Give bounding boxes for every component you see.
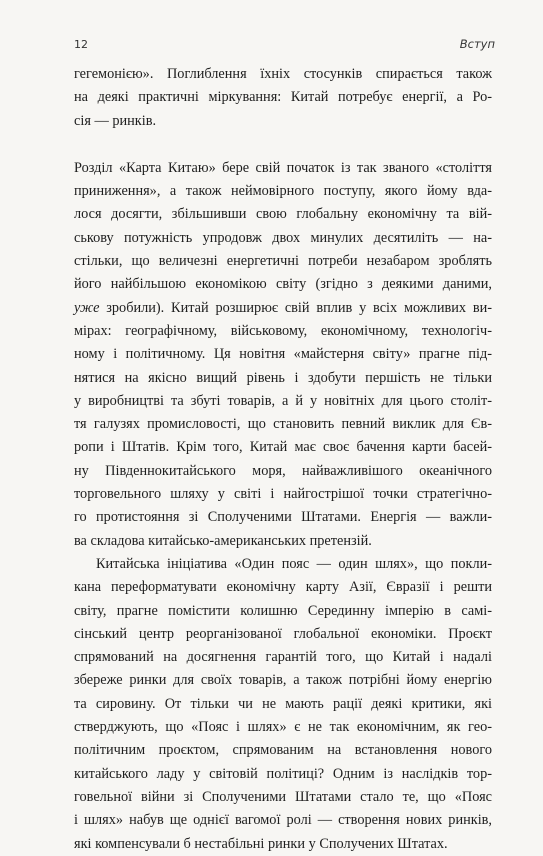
text-line bbox=[74, 297, 492, 320]
text-run: зробили). Китай розширює свій вплив у всіх можливих ви- bbox=[99, 299, 492, 316]
text-line: приниження», а також неймовірного поступу, якого йому вда- bbox=[74, 183, 492, 200]
text-line: ному і політичному. Ця новітня «майстерня світу» прагне під- bbox=[74, 346, 492, 363]
text-line: гегемонією». Поглиблення їхніх стосунків спирається також bbox=[74, 66, 492, 82]
emphasis-text: уже bbox=[74, 299, 100, 316]
text-line: сінський центр реорганізованої глобальної економіки. Проєкт bbox=[74, 625, 492, 642]
text-line: кана переформатувати економічну карту Азії, Євразії і решти bbox=[74, 579, 492, 596]
text-line: мірах: географічному, військовому, економічному, технологіч- bbox=[74, 322, 492, 339]
text-line: на деякі практичні міркування: Китай потребує енергії, а Ро- bbox=[74, 89, 492, 106]
text-line: у виробництві та збуті товарів, а й у новітніх для цього століт- bbox=[74, 392, 492, 409]
text-line: китайського ладу у світовій політиці? Одним із наслідків тор- bbox=[74, 765, 492, 782]
text-line: політичним проєктом, спрямованим на встановлення нового bbox=[74, 742, 492, 759]
running-head: Вступ bbox=[459, 37, 495, 51]
text-line: стільки, що величезні енергетичні потреби незабаром зроблять bbox=[74, 253, 492, 270]
text-line: Китайська ініціатива «Один пояс — один шлях», що покли- bbox=[96, 555, 492, 572]
text-line: та сировину. От тільки чи не мають рації деякі критики, які bbox=[74, 695, 492, 712]
text-line: Розділ «Карта Китаю» бере свій початок із так званого «століття bbox=[74, 159, 492, 176]
text-line: ну Південнокитайського моря, найважливішого океанічного bbox=[74, 462, 492, 479]
text-line: торговельного шляху у світі і найгострішої точки стратегічно- bbox=[74, 486, 492, 503]
text-line: стверджують, що «Пояс і шлях» є не так економічним, як гео- bbox=[74, 719, 492, 736]
page-number: 12 bbox=[74, 38, 88, 51]
text-line: тя галузях промисловості, що становить певний виклик для Єв- bbox=[74, 416, 492, 433]
text-line: сія — ринків. bbox=[74, 112, 157, 129]
body-text bbox=[74, 63, 492, 856]
paragraph bbox=[74, 157, 492, 553]
text-line: го протистояння зі Сполученими Штатами. Енергія — важли- bbox=[74, 509, 492, 526]
text-line: світу, прагне помістити колишню Серединну імперію в самі- bbox=[74, 602, 492, 619]
text-line: які компенсували б нестабільні ринки у Сполучених Штатах. bbox=[74, 835, 448, 852]
paragraph bbox=[74, 553, 492, 856]
text-line: ропи і Штатів. Крім того, Китай має своє бачення карти басей- bbox=[74, 439, 492, 456]
text-line: ськову потужність упродовж двох минулих десятиліть — на- bbox=[74, 229, 492, 246]
text-line: лося досягти, збільшивши свою глобальну економічну та вій- bbox=[74, 206, 492, 223]
text-line: його найбільшою економікою світу (згідно з деякими даними, bbox=[74, 276, 492, 293]
text-line: нятися на якісно вищий рівень і здобути першість не тільки bbox=[74, 369, 492, 386]
text-line: ва складова китайсько-американських претензій. bbox=[74, 532, 372, 549]
text-line: говельної війни зі Сполученими Штатами стало те, що «Пояс bbox=[74, 788, 492, 805]
text-line: спрямований на досягнення гарантій того, що Китай і надалі bbox=[74, 649, 492, 666]
text-line: і шлях» набув ще однієї вагомої ролі — створення нових ринків, bbox=[74, 812, 492, 829]
paragraph bbox=[74, 63, 492, 133]
paragraph-gap bbox=[74, 133, 492, 157]
text-line: збереже ринки для своїх товарів, а також потрібні йому енергію bbox=[74, 672, 492, 689]
